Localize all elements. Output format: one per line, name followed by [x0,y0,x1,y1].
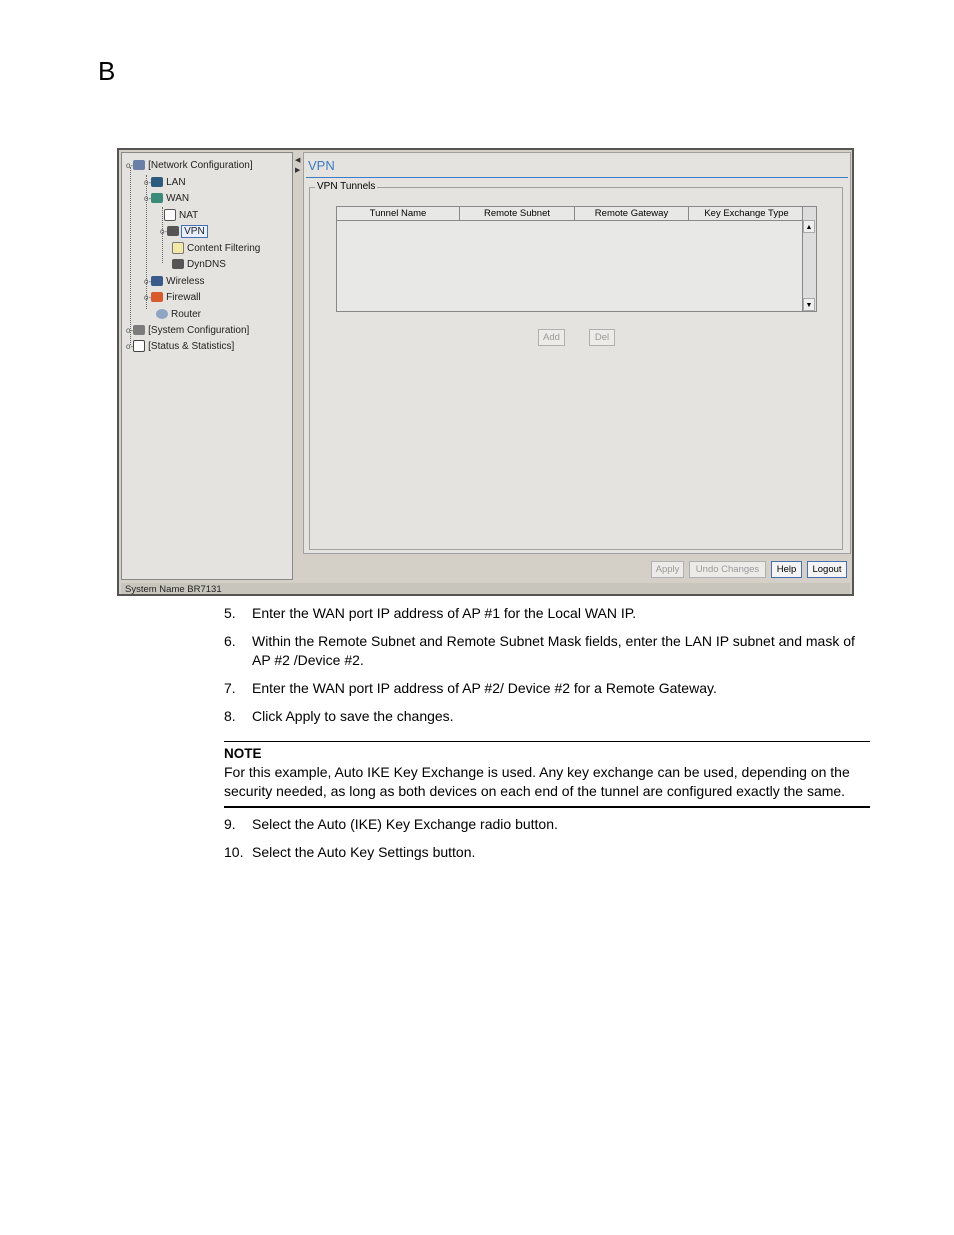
wan-icon [151,193,163,203]
column-remote-gateway[interactable]: Remote Gateway [575,207,689,220]
tree-item-network-configuration[interactable]: o- [Network Configuration] [126,160,253,171]
split-divider[interactable] [294,152,303,580]
apply-button[interactable]: Apply [651,561,684,578]
firewall-icon [151,292,163,302]
tree-item-wan[interactable]: o- WAN [144,193,190,204]
panel-title: VPN [308,158,335,173]
tree-item-content-filtering[interactable] [172,242,260,256]
step-number: 7. [224,680,236,696]
step-term: Local WAN IP [547,605,633,621]
step-number: 9. [224,816,236,832]
column-remote-subnet[interactable]: Remote Subnet [460,207,575,220]
dyndns-icon [172,259,184,269]
step-text: button. [428,844,476,860]
step-text: fields, enter the LAN IP subnet and mask of AP #2 /Device #2. [252,633,855,668]
step-text: Within the [252,633,319,649]
step-text: . [712,680,717,696]
step-text: to save the changes. [320,708,454,724]
lan-icon [151,177,163,187]
tree-item-system-configuration[interactable]: o- [System Configuration] [126,325,250,336]
navigation-tree [121,152,293,580]
tree-item-lan[interactable]: o- LAN [144,177,186,188]
step-term: Auto Key Settings [317,844,429,860]
vpn-tunnels-group [309,181,843,550]
tree-item-status-statistics[interactable]: o- [Status & Statistics] [126,341,235,352]
tree-item-dyndns[interactable] [172,258,226,272]
step-term: Apply [285,708,321,724]
tree-label: Firewall [166,292,201,303]
step-number: 6. [224,633,236,649]
step-text: Select the [252,844,318,860]
vpn-screenshot [117,148,854,596]
tree-label: Content Filtering [187,243,261,254]
step-term: Remote Subnet [318,633,416,649]
tree-item-vpn[interactable]: o- VPN [160,226,205,237]
tree-label: LAN [166,177,186,188]
router-icon [156,309,168,319]
tree-item-firewall[interactable]: o- Firewall [144,292,201,303]
group-label: VPN Tunnels [317,181,376,192]
step-text: Enter the WAN port IP address of AP #1 for the [252,605,548,621]
add-button[interactable]: Add [538,329,565,346]
wireless-icon [151,276,163,286]
del-button[interactable]: Del [589,329,615,346]
step-text: . [632,605,637,621]
tree-label: Wireless [166,276,205,287]
step-text: and [415,633,447,649]
tree-label: [System Configuration] [148,325,250,336]
step-number: 8. [224,708,236,724]
tree-label: Router [171,309,202,320]
tree-label: VPN [184,226,205,237]
status-bar: System Name BR7131 [121,583,850,596]
step-text: Select the [252,816,318,832]
content-filtering-icon [172,242,184,254]
note-text: For this example, Auto IKE Key Exchange is used. Any key exchange can be used, depending on the security needed, as long as both devices on each end of the tunnel are configured exactly the same. [224,764,850,799]
tree-item-router[interactable] [156,308,201,322]
step-number: 5. [224,605,236,621]
collapse-right-icon[interactable]: ▶ [295,167,301,174]
scroll-up-icon[interactable]: ▲ [803,220,815,233]
step-term: Remote Gateway [605,680,713,696]
vpn-panel [303,152,851,554]
scroll-down-icon[interactable]: ▼ [803,298,815,311]
title-underline [306,177,848,178]
nat-icon [164,209,176,221]
step-text: Click [252,708,286,724]
chapter-letter: B [98,56,116,86]
collapse-left-icon[interactable]: ◀ [295,157,301,164]
table-header [337,207,803,221]
column-tunnel-name[interactable]: Tunnel Name [337,207,460,220]
tree-label: WAN [166,193,190,204]
column-key-exchange-type[interactable]: Key Exchange Type [704,208,789,219]
network-config-icon [133,160,145,170]
table-scrollbar[interactable] [802,207,816,311]
note-title: NOTE [224,746,262,761]
vpn-tunnels-table[interactable] [336,206,817,312]
step-term: Remote Subnet Mask [446,633,582,649]
step-number: 10. [224,844,244,860]
vpn-icon [167,226,179,236]
logout-button[interactable]: Logout [807,561,847,578]
tree-label: [Status & Statistics] [148,341,235,352]
tree-item-nat[interactable] [164,209,198,223]
tree-label: [Network Configuration] [148,160,253,171]
system-config-icon [133,325,145,335]
step-text: Enter the WAN port IP address of AP #2/ Device #2 for a [252,680,606,696]
tree-item-wireless[interactable]: o- Wireless [144,276,205,287]
undo-changes-button[interactable]: Undo Changes [689,561,766,578]
step-text: radio button. [476,816,558,832]
step-term: Auto (IKE) Key Exchange [317,816,477,832]
note-box [224,741,870,808]
tree-label: NAT [179,210,199,221]
status-statistics-icon [133,340,145,352]
help-button[interactable]: Help [771,561,802,578]
tree-label: DynDNS [187,259,226,270]
